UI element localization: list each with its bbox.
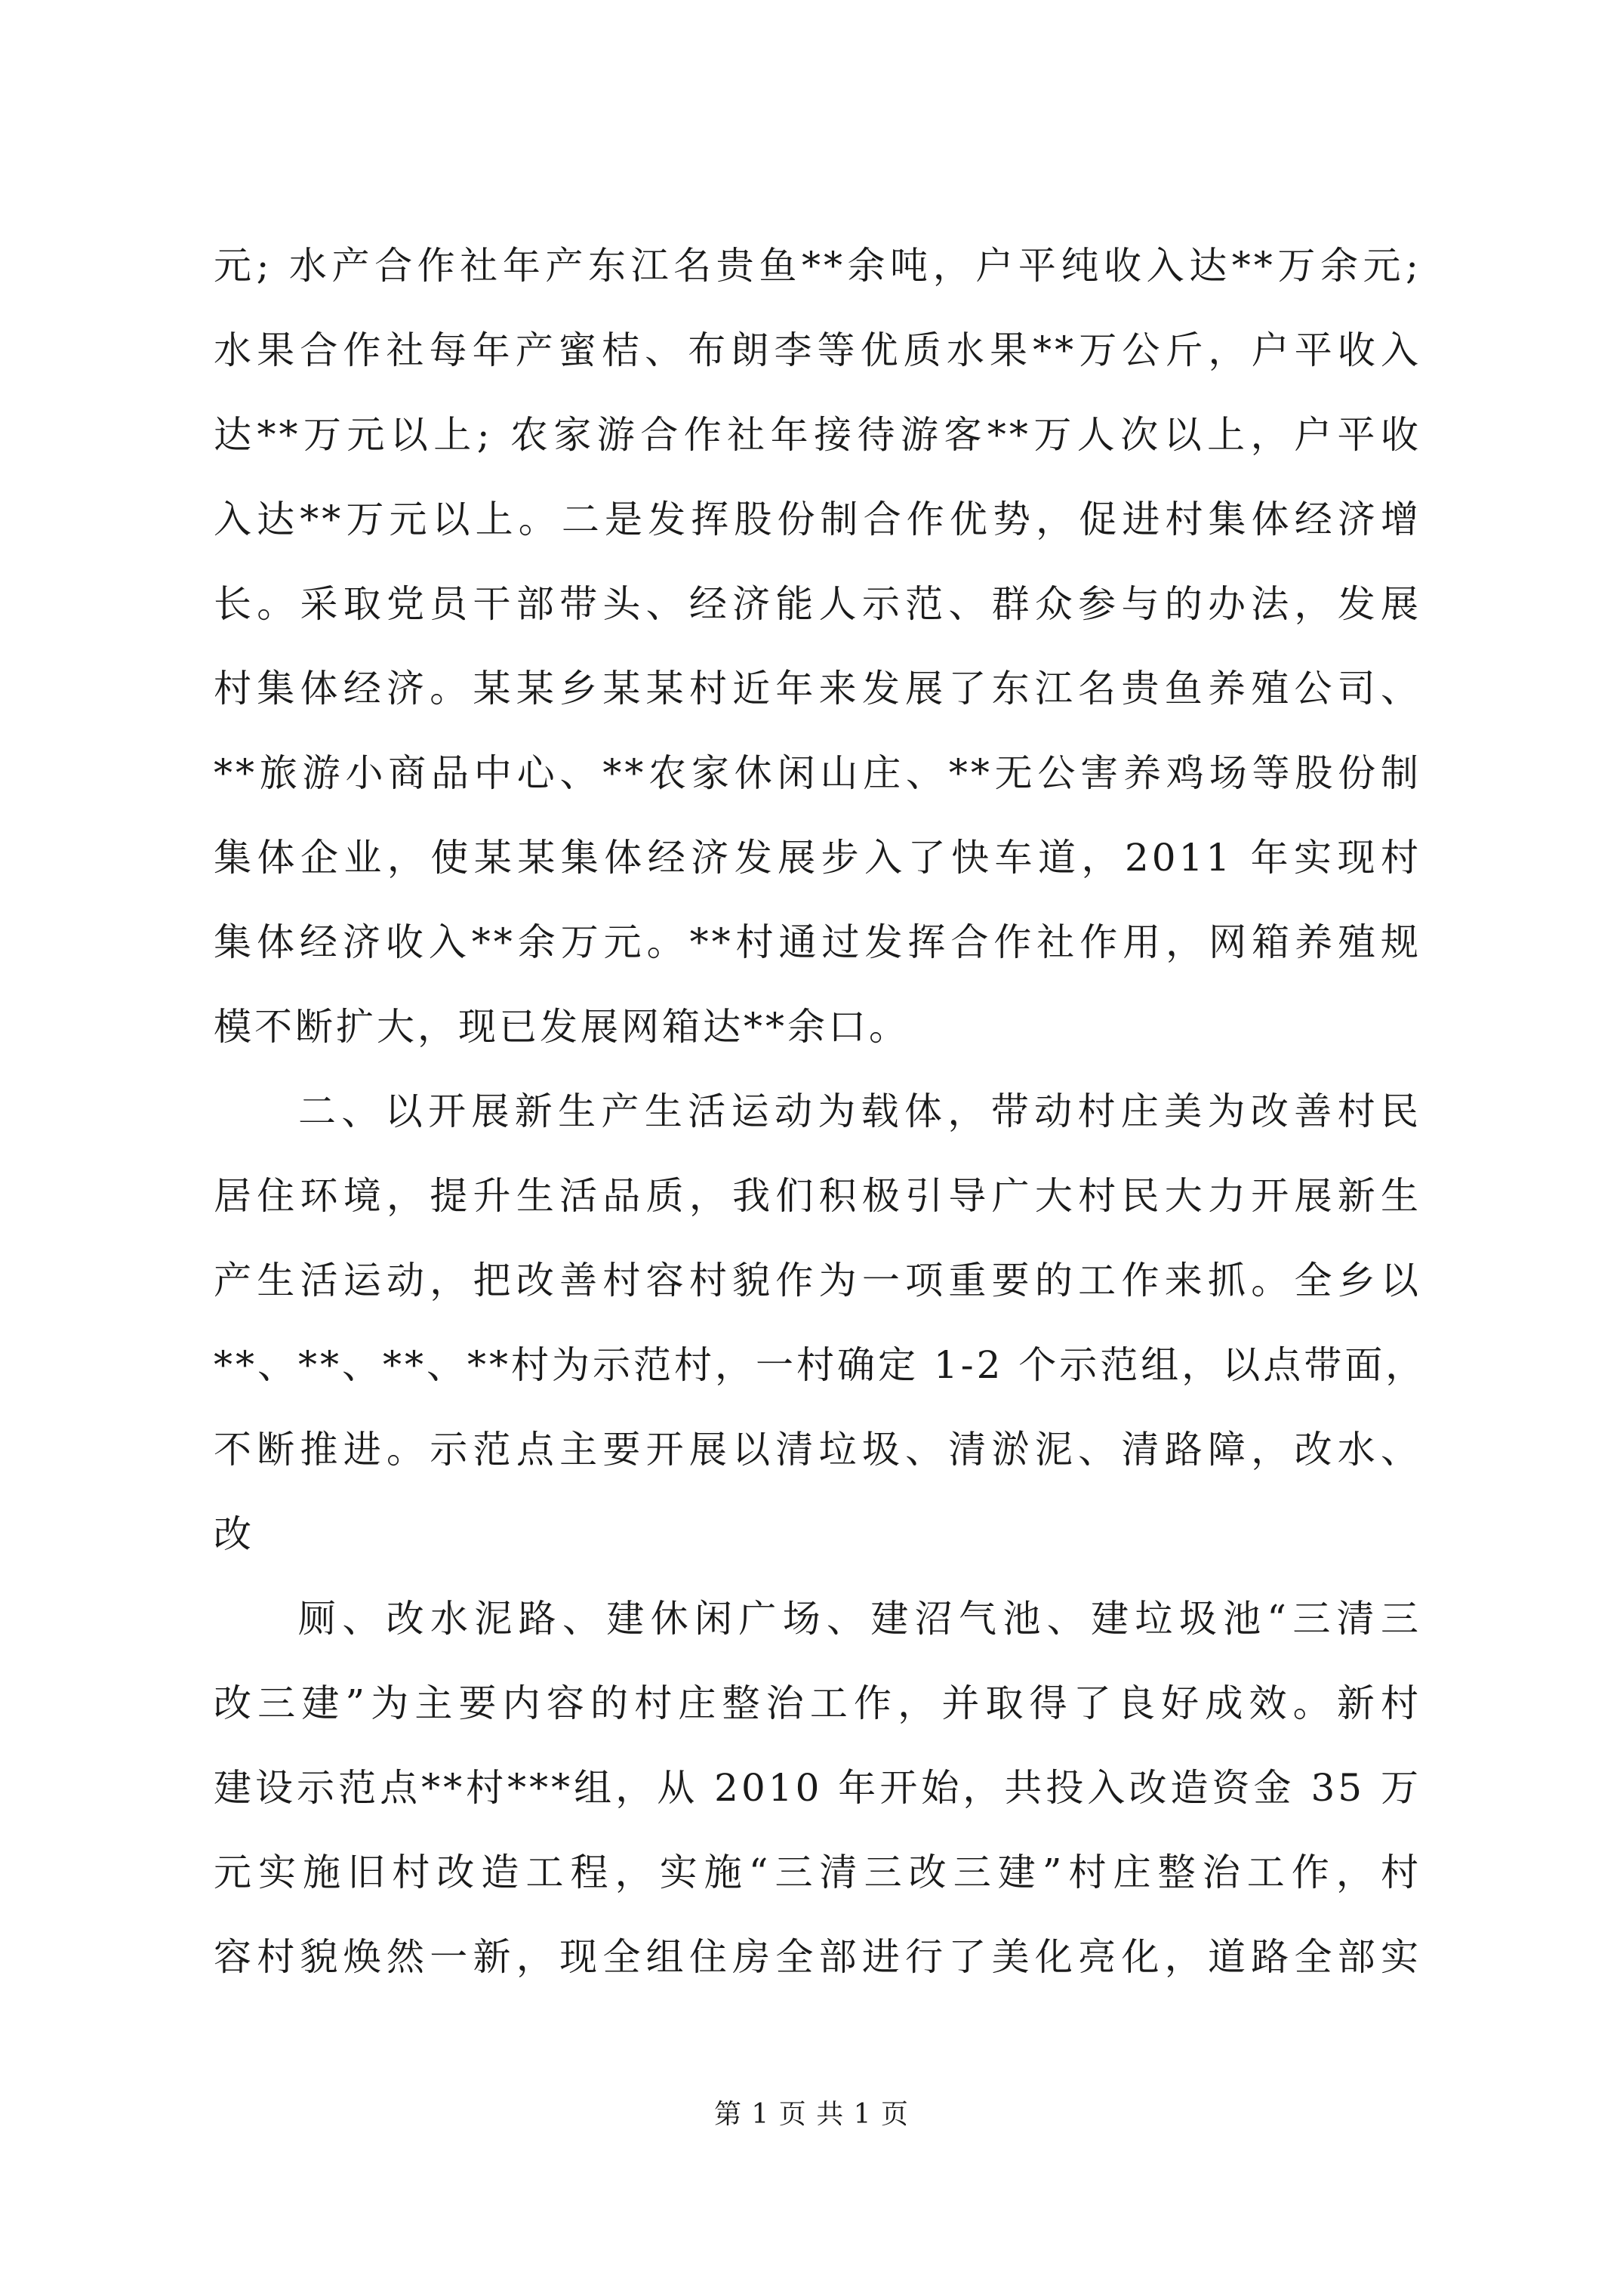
text-line: 居住环境，提升生活品质，我们积极引导广大村民大力开展新生 — [214, 1174, 1421, 1218]
text-line: 长。采取党员干部带头、经济能人示范、群众参与的办法，发展 — [214, 582, 1421, 626]
text-line: 元实施旧村改造工程，实施“三清三改三建”村庄整治工作，村 — [214, 1851, 1421, 1894]
text-line: 产生活运动，把改善村容村貌作为一项重要的工作来抓。全乡以 — [214, 1259, 1421, 1302]
paragraph-2 — [214, 1069, 1427, 1576]
text-line: 容村貌焕然一新，现全组住房全部进行了美化亮化，道路全部实 — [214, 1935, 1421, 1979]
text-line: 厕、改水泥路、建休闲广场、建沼气池、建垃圾池“三清三 — [298, 1597, 1421, 1641]
text-line: 集体企业，使某某集体经济发展步入了快车道，2011 年实现村 — [214, 836, 1421, 880]
text-line: 集体经济收入**余万元。**村通过发挥合作社作用，网箱养殖规 — [214, 920, 1421, 964]
document-body — [214, 223, 1427, 1999]
text-line: 水果合作社每年产蜜桔、布朗李等优质水果**万公斤，户平收入 — [214, 328, 1421, 372]
text-line: **旅游小商品中心、**农家休闲山庄、**无公害养鸡场等股份制 — [214, 751, 1421, 795]
text-line: 不断推进。示范点主要开展以清垃圾、清淤泥、清路障，改水、 — [214, 1428, 1421, 1472]
paragraph-1 — [214, 223, 1421, 1069]
text-line: 入达**万元以上。二是发挥股份制合作优势，促进村集体经济增 — [214, 498, 1421, 541]
text-line: 村集体经济。某某乡某某村近年来发展了东江名贵鱼养殖公司、 — [214, 667, 1421, 710]
text-line: 改 — [214, 1512, 254, 1556]
page-footer: 第 1 页 共 1 页 — [713, 2099, 910, 2130]
text-line: 建设示范点**村***组，从 2010 年开始，共投入改造资金 35 万 — [214, 1766, 1421, 1810]
paragraph-3 — [214, 1576, 1421, 1999]
text-line: 二、以开展新生产生活运动为载体，带动村庄美为改善村民 — [298, 1089, 1421, 1133]
text-line: **、**、**、**村为示范村，一村确定 1-2 个示范组，以点带面， — [214, 1343, 1427, 1387]
text-line: 改三建”为主要内容的村庄整治工作，并取得了良好成效。新村 — [214, 1681, 1421, 1725]
text-line: 达**万元以上; 农家游合作社年接待游客**万人次以上，户平收 — [214, 413, 1421, 457]
text-line: 元; 水产合作社年产东江名贵鱼**余吨，户平纯收入达**万余元; — [214, 244, 1421, 288]
text-line: 模不断扩大，现已发展网箱达**余口。 — [214, 1005, 910, 1049]
